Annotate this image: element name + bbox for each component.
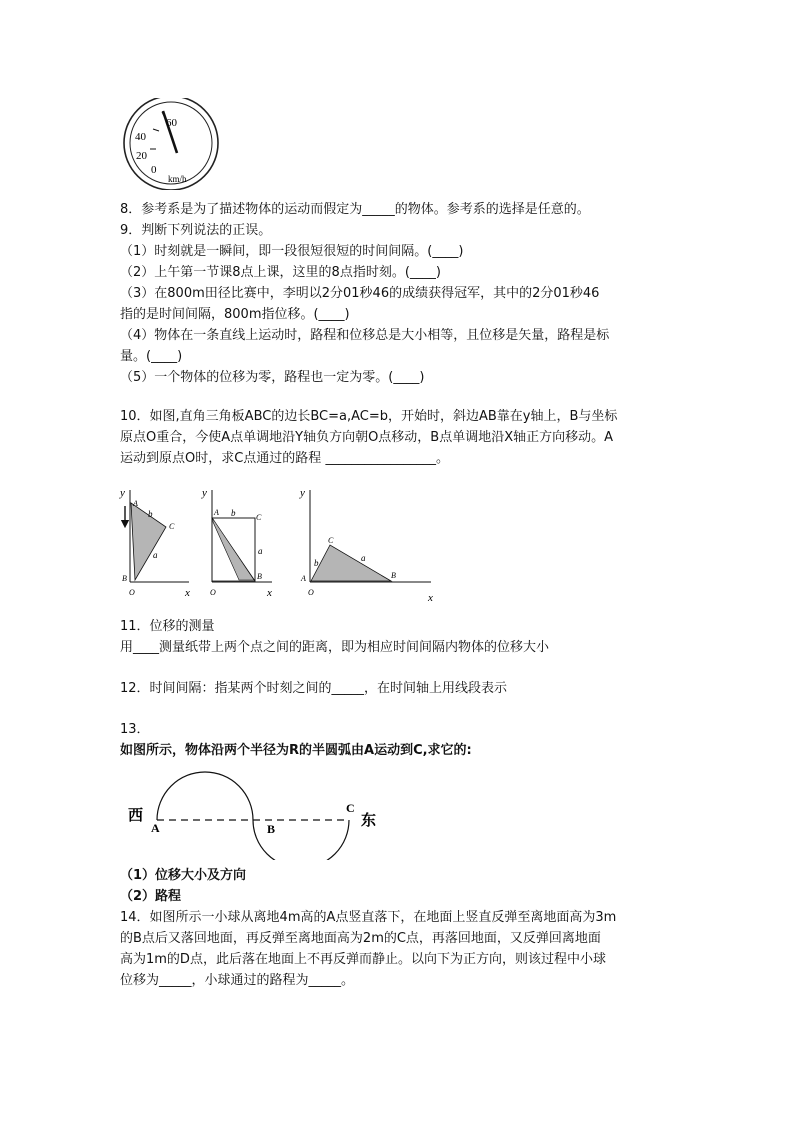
side-a-label: a xyxy=(153,550,158,560)
x-label: x xyxy=(267,587,272,599)
x-label: x xyxy=(428,592,433,602)
side-b-label: b xyxy=(231,508,236,518)
y-label: y xyxy=(300,487,305,499)
question-11-title: 11．位移的测量 xyxy=(120,619,215,634)
vertex-b-label: B xyxy=(257,572,262,581)
question-8: 8．参考系是为了描述物体的运动而假定为_____的物体。参考系的选择是任意的。 xyxy=(120,202,590,217)
triangle-panel-2 xyxy=(201,487,272,599)
vertex-c-label: C xyxy=(256,513,262,522)
question-9-title: 9．判断下列说法的正误。 xyxy=(120,223,272,238)
vertex-c-label: C xyxy=(169,522,175,531)
speedometer-inner-ring xyxy=(130,102,212,184)
triangle-figure xyxy=(115,482,445,602)
question-13-stem: 如图所示，物体沿两个半径为R的半圆弧由A运动到C,求它的: xyxy=(120,743,472,758)
question-10-line: 运动到原点O时，求C点通过的路程 _________________。 xyxy=(120,451,449,466)
triangle-abc xyxy=(311,545,391,581)
question-13-part: （1）位移大小及方向 xyxy=(120,868,247,883)
y-label: y xyxy=(120,487,125,499)
triangle-panel-1 xyxy=(119,487,190,599)
point-c-label: C xyxy=(346,801,355,815)
side-b-label: b xyxy=(314,558,319,568)
question-13-part: （2）路程 xyxy=(120,889,182,904)
speedometer-label-40: 40 xyxy=(135,131,146,143)
question-13-number: 13． xyxy=(120,722,150,737)
question-9-item: （3）在800m田径比赛中，李明以2分01秒46的成绩获得冠军，其中的2分01秒46 xyxy=(120,286,600,301)
west-label: 西 xyxy=(128,806,144,824)
side-a-label: a xyxy=(258,546,263,556)
vertex-b-label: B xyxy=(391,571,396,580)
origin-label: O xyxy=(210,588,216,597)
point-a-label: A xyxy=(151,821,160,835)
vertex-c-label: C xyxy=(328,536,334,545)
question-14-line: 位移为_____，小球通过的路程为_____。 xyxy=(120,973,355,988)
point-b-label: B xyxy=(267,822,276,836)
vertex-a-label: A xyxy=(133,499,138,508)
question-9-item: 指的是时间间隔，800m指位移。(____) xyxy=(120,307,350,322)
speedometer-unit: km/h xyxy=(168,174,187,184)
vertex-b-label: B xyxy=(122,574,127,583)
question-9-item: （4）物体在一条直线上运动时，路程和位移总是大小相等，且位移是矢量，路程是标 xyxy=(120,328,610,343)
east-label: 东 xyxy=(361,811,377,829)
question-12: 12．时间间隔：指某两个时刻之间的_____，在时间轴上用线段表示 xyxy=(120,681,508,696)
question-11-body: 用____测量纸带上两个点之间的距离，即为相应时间间隔内物体的位移大小 xyxy=(120,640,550,655)
x-label: x xyxy=(185,587,190,599)
speedometer-label-20: 20 xyxy=(136,150,147,162)
side-b-label: b xyxy=(148,509,153,519)
speedometer-label-60: 60 xyxy=(166,117,177,129)
semicircle-figure xyxy=(120,768,390,860)
question-14-line: 的B点后又落回地面，再反弹至离地面高为2m的C点，再落回地面，又反弹回离地面 xyxy=(120,931,601,946)
upper-semicircle xyxy=(157,772,253,820)
speedometer-label-0: 0 xyxy=(151,164,157,176)
speedometer-figure xyxy=(120,98,224,190)
origin-label: O xyxy=(308,588,314,597)
question-9-item: （5）一个物体的位移为零，路程也一定为零。(____) xyxy=(120,370,425,385)
speedometer-tick-40 xyxy=(153,129,159,131)
side-a-label: a xyxy=(361,553,366,563)
question-9-item: （1）时刻就是一瞬间，即一段很短很短的时间间隔。(____) xyxy=(120,244,464,259)
question-10-line: 10．如图,直角三角板ABC的边长BC=a,AC=b，开始时，斜边AB靠在y轴上，B与坐标 xyxy=(120,409,618,424)
question-10-line: 原点O重合，今使A点单调地沿Y轴负方向朝O点移动，B点单调地沿X轴正方向移动。A xyxy=(120,430,614,445)
question-14-line: 14．如图所示一小球从离地4m高的A点竖直落下，在地面上竖直反弹至离地面高为3m xyxy=(120,910,617,925)
y-label: y xyxy=(202,487,207,499)
question-9-item: （2）上午第一节课8点上课，这里的8点指时刻。(____) xyxy=(120,265,441,280)
vertex-a-label: A xyxy=(214,508,219,517)
triangle-panel-3 xyxy=(299,487,433,602)
origin-label: O xyxy=(129,588,135,597)
question-9-item: 量。(____) xyxy=(120,349,183,364)
vertex-a-label: A xyxy=(301,574,306,583)
question-14-line: 高为1m的D点，此后落在地面上不再反弹而静止。以向下为正方向，则该过程中小球 xyxy=(120,952,606,967)
